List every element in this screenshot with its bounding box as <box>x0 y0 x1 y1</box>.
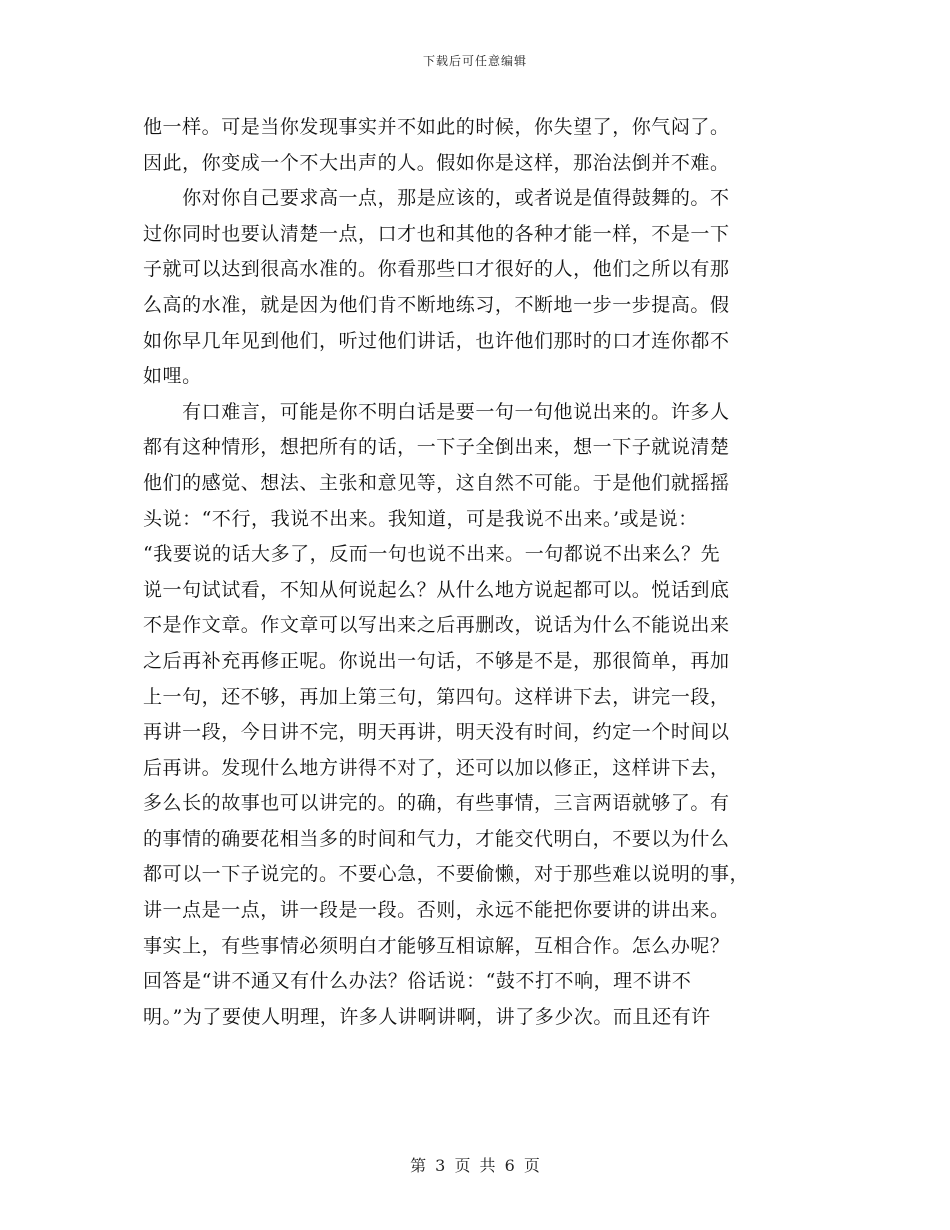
text-line: 回答是“讲不通又有什么办法？俗话说：“鼓不打不响，理不讲不 <box>143 970 692 993</box>
document-body <box>143 110 808 1035</box>
text-line: 你对你自己要求高一点，那是应该的，或者说是值得鼓舞的。不 <box>143 187 730 210</box>
text-line: 之后再补充再修正呢。你说出一句话，不够是不是，那很简单，再加 <box>143 649 730 672</box>
page-header: 下载后可任意编辑 <box>422 54 527 68</box>
text-line: 都可以一下子说完的。不要心急，不要偷懒，对于那些难以说明的事， <box>143 863 750 886</box>
text-line: 他一样。可是当你发现事实并不如此的时候，你失望了，你气闷了。 <box>143 116 730 138</box>
text-line: 头说：“不行，我说不出来。我知道，可是我说不出来。’或是说： <box>143 507 698 530</box>
text-line: 说一句试试看，不知从何说起么？从什么地方说起都可以。悦话到底 <box>143 578 730 601</box>
text-line: 多么长的故事也可以讲完的。的确，有些事情，三言两语就够了。有 <box>143 792 730 815</box>
text-line: 后再讲。发现什么地方讲得不对了，还可以加以修正，这样讲下去， <box>143 756 730 779</box>
text-line: 不是作文章。作文章可以写出来之后再删改，说话为什么不能说出来 <box>143 614 730 637</box>
text-line: 有口难言，可能是你不明白话是要一句一句他说出来的。许多人 <box>143 400 730 423</box>
text-line: “我要说的话大多了，反而一句也说不出来。一句都说不出来么？先 <box>143 543 721 566</box>
text-line: 讲一点是一点，讲一段是一段。否则，永远不能把你要讲的讲出来。 <box>143 899 730 922</box>
text-line: 么高的水准，就是因为他们肯不断地练习，不断地一步一步提高。假 <box>143 293 730 316</box>
text-line: 如你早几年见到他们，听过他们讲话，也许他们那时的口才连你都不 <box>143 329 730 352</box>
text-line: 事实上，有些事情必须明白才能够互相谅解，互相合作。怎么办呢？ <box>143 934 730 957</box>
text-line: 上一句，还不够，再加上第三句，第四句。这样讲下去，讲完一段， <box>143 685 730 708</box>
text-line: 的事情的确要花相当多的时间和气力，才能交代明白，不要以为什么 <box>143 827 730 850</box>
text-line: 他们的感觉、想法、主张和意见等，这自然不可能。于是他们就摇摇 <box>143 471 730 494</box>
text-line: 如哩。 <box>143 365 202 388</box>
page-number-footer: 第 3 页 共 6 页 <box>410 1156 540 1175</box>
text-line: 再讲一段，今日讲不完，明天再讲，明天没有时间，约定一个时间以 <box>143 721 730 744</box>
text-line: 明。”为了要使人明理，许多人讲啊讲啊，讲了多少次。而且还有许 <box>143 1005 711 1028</box>
text-line: 过你同时也要认清楚一点，口才也和其他的各种才能一样，不是一下 <box>143 222 730 245</box>
text-line: 都有这种情形，想把所有的话，一下子全倒出来，想一下子就说清楚 <box>143 436 730 459</box>
text-line: 因此，你变成一个不大出声的人。假如你是这样，那治法倒并不难。 <box>143 151 730 174</box>
text-line: 子就可以达到很高水准的。你看那些口才很好的人，他们之所以有那 <box>143 258 730 281</box>
